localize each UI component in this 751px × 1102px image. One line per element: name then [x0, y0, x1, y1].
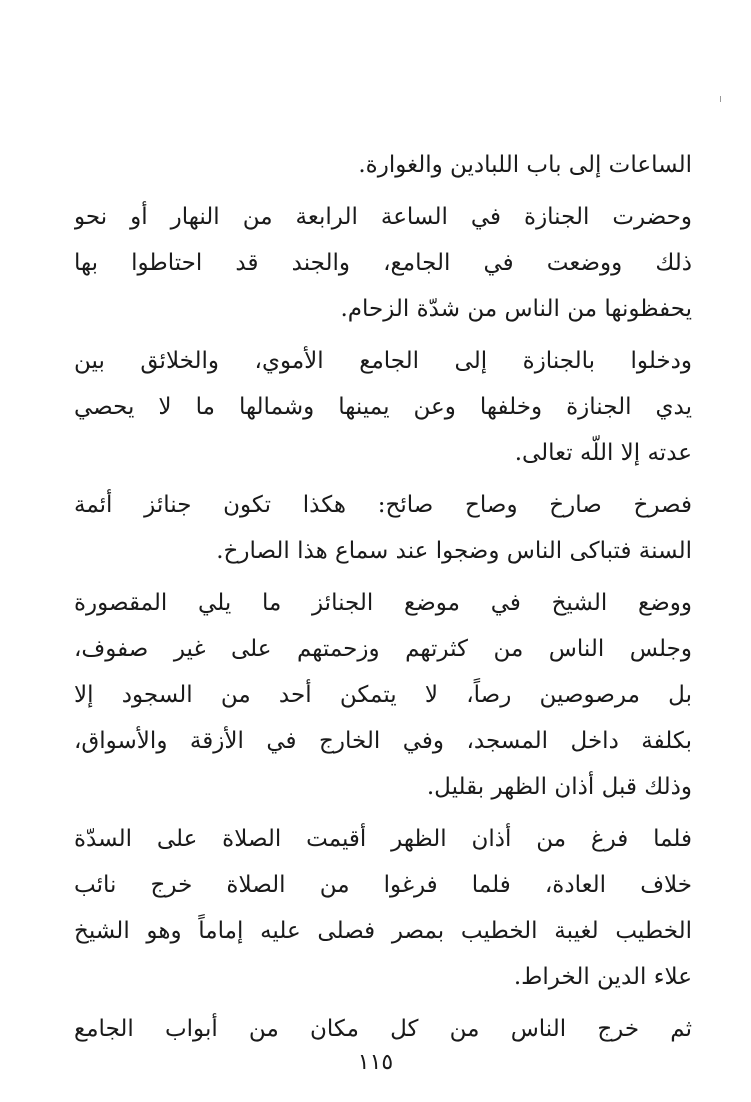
text-line: الساعات إلى باب اللبادين والغوارة. [358, 152, 692, 178]
page-number: ١١٥ [357, 1050, 394, 1075]
text-line: ودخلوا بالجنازة إلى الجامع الأموي، والخلائق بين [74, 348, 692, 374]
text-line: خلاف العادة، فلما فرغوا من الصلاة خرج نائب [74, 872, 692, 898]
page-body [74, 142, 692, 1052]
text-line: وحضرت الجنازة في الساعة الرابعة من النهار أو نحو [74, 204, 692, 230]
text-line: وذلك قبل أذان الظهر بقليل. [426, 774, 692, 800]
text-line: يحفظونها من الناس من شدّة الزحام. [340, 296, 692, 322]
text-line: عدته إلا اللّه تعالى. [514, 440, 692, 466]
text-line: بل مرصوصين رصاً، لا يتمكن أحد من السجود إلا [74, 682, 692, 708]
text-line: علاء الدين الخراط. [513, 964, 692, 990]
text-line: الخطيب لغيبة الخطيب بمصر فصلى عليه إماماً وهو الشيخ [74, 918, 692, 944]
text-line: بكلفة داخل المسجد، وفي الخارج في الأزقة والأسواق، [74, 728, 692, 754]
scan-speck [720, 96, 721, 102]
text-line: يدي الجنازة وخلفها وعن يمينها وشمالها ما لا يحصي [74, 394, 692, 420]
text-line: فلما فرغ من أذان الظهر أقيمت الصلاة على السدّة [74, 826, 692, 852]
text-line: ذلك ووضعت في الجامع، والجند قد احتاطوا بها [74, 250, 692, 276]
text-line: فصرخ صارخ وصاح صائح: هكذا تكون جنائز أئمة [74, 492, 692, 518]
text-line: ثم خرج الناس من كل مكان من أبواب الجامع [74, 1016, 692, 1042]
text-line: ووضع الشيخ في موضع الجنائز ما يلي المقصورة [74, 590, 692, 616]
text-line: وجلس الناس من كثرتهم وزحمتهم على غير صفوف، [74, 636, 692, 662]
text-line: السنة فتباكى الناس وضجوا عند سماع هذا الصارخ. [216, 538, 692, 564]
